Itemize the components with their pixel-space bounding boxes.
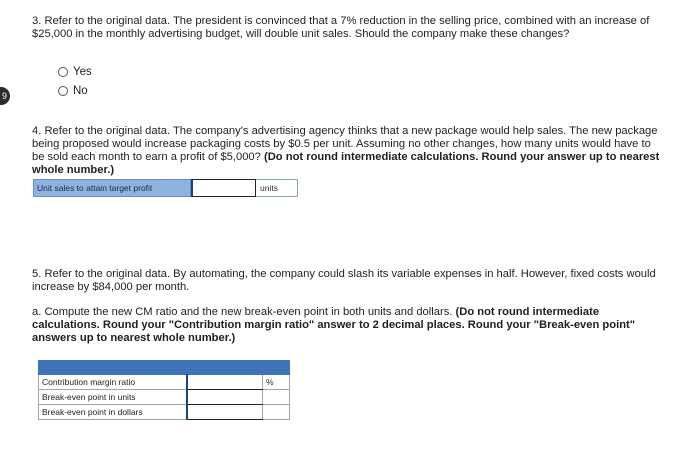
question-4-instruction: (Do not round intermediate calculations. Round your answer up to nearest whole number.) (32, 151, 660, 176)
question-5-text: 5. Refer to the original data. By automating, the company could slash its variable expenses in half. However, fixed costs would increase by $84,000 per month. (32, 268, 656, 293)
cm-ratio-input[interactable] (187, 375, 263, 390)
cm-ratio-unit: % (263, 375, 290, 390)
option-no[interactable] (58, 85, 88, 97)
unit-sales-unit: units (256, 179, 298, 197)
table-row (39, 390, 290, 405)
bep-units-label: Break-even point in units (39, 390, 187, 405)
radio-yes-icon[interactable] (58, 67, 68, 77)
cm-ratio-label: Contribution margin ratio (39, 375, 187, 390)
table-row (39, 375, 290, 390)
question-3-text: 3. Refer to the original data. The president is convinced that a 7% reduction in the selling price, combined with an increase of $25,000 in the monthly advertising budget, will double unit sales. Should the company make these changes? (32, 15, 650, 40)
bep-dollars-input[interactable] (187, 405, 263, 420)
bep-units-unit (263, 390, 290, 405)
question-4-body: 4. Refer to the original data. The company's advertising agency thinks that a new package would help sales. The new package being proposed would increase packaging costs by $0.5 per unit. Assuming no other changes, how many units would have to be sold each month to earn a profit of $5,000? (32, 125, 658, 163)
unit-sales-input[interactable] (191, 179, 256, 197)
table-header (39, 361, 290, 375)
radio-no-icon[interactable] (58, 86, 68, 96)
bep-dollars-unit (263, 405, 290, 420)
question-4-text (32, 125, 662, 177)
question-4-answer-row (33, 179, 298, 197)
answer-table (38, 360, 290, 420)
question-5a-text (32, 306, 662, 345)
option-yes-label: Yes (73, 66, 92, 78)
question-5a-body: a. Compute the new CM ratio and the new break-even point in both units and dollars. (32, 306, 453, 318)
bep-units-input[interactable] (187, 390, 263, 405)
question-number-badge: 9 (0, 87, 10, 105)
bep-dollars-label: Break-even point in dollars (39, 405, 187, 420)
option-no-label: No (73, 85, 88, 97)
option-yes[interactable] (58, 66, 92, 78)
unit-sales-label: Unit sales to attain target profit (33, 179, 191, 197)
question-5a-instruction: (Do not round intermediate calculations. Round your "Contribution margin ratio" answer to 2 decimal places. Round your "Break-even point" answers up to nearest whole number.) (32, 306, 636, 344)
table-row (39, 405, 290, 420)
